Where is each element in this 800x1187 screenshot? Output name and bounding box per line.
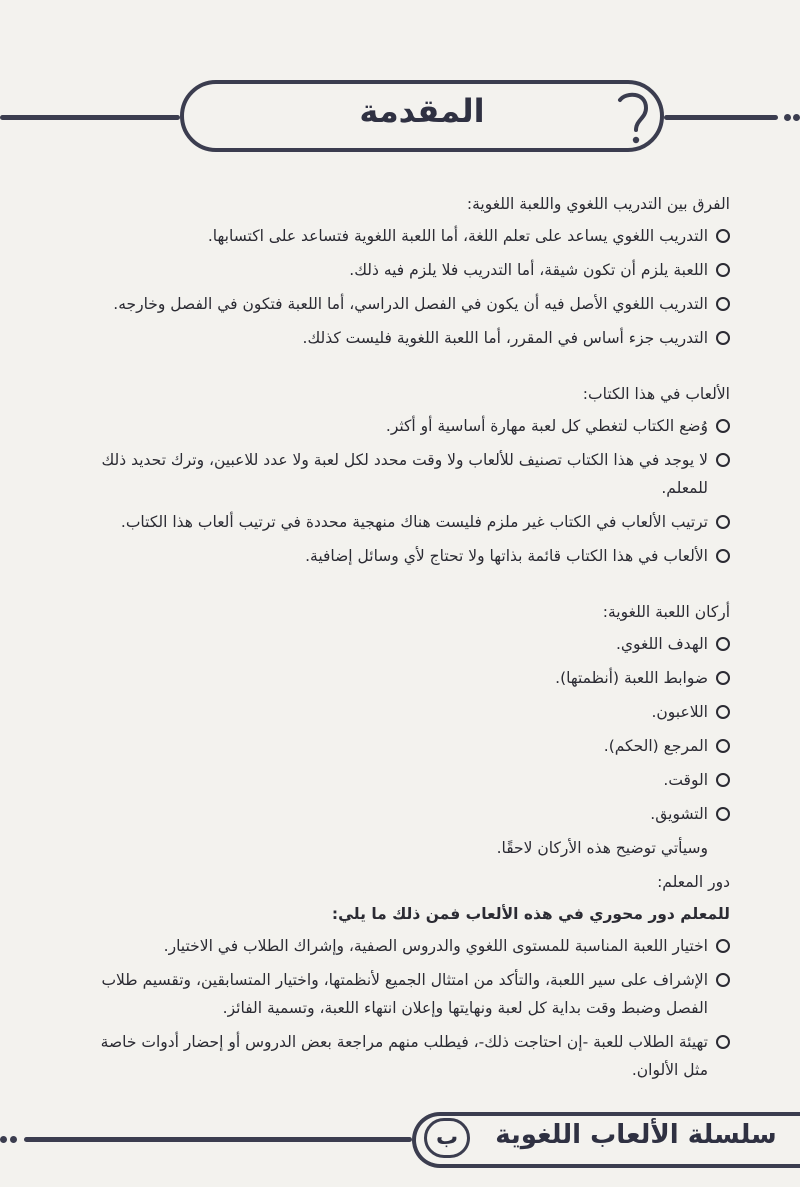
page-content: [96, 190, 730, 1090]
header-rule-left: [0, 115, 180, 120]
circle-bullet-icon: [716, 297, 730, 311]
section-games-in-book: [96, 380, 730, 570]
circle-bullet-icon: [716, 263, 730, 277]
list-item-text: وُضع الكتاب لتغطي كل لعبة مهارة أساسية أو أكثر.: [385, 417, 708, 435]
circle-bullet-icon: [716, 939, 730, 953]
section-heading: أركان اللعبة اللغوية:: [602, 603, 730, 621]
page-title: المقدمة: [359, 92, 485, 130]
header-rule-right: [664, 115, 778, 120]
question-mark-icon: [616, 90, 650, 146]
circle-bullet-icon: [716, 419, 730, 433]
footer-dot: [10, 1136, 17, 1143]
list-item-text: التشويق.: [650, 805, 708, 823]
section-difference: [96, 190, 730, 352]
list-item-text: ضوابط اللعبة (أنظمتها).: [555, 669, 708, 687]
list-item-text: اللعبة يلزم أن تكون شيقة، أما التدريب فلا يلزم فيه ذلك.: [349, 261, 708, 279]
list-item: [96, 290, 730, 318]
section-heading: دور المعلم:: [657, 873, 730, 891]
list-item: [96, 412, 730, 440]
circle-bullet-icon: [716, 773, 730, 787]
list-item-text: اختيار اللعبة المناسبة للمستوى اللغوي والدروس الصفية، وإشراك الطلاب في الاختيار.: [163, 937, 708, 955]
circle-bullet-icon: [716, 549, 730, 563]
header-dot: [784, 114, 791, 121]
footer-rule: [24, 1137, 412, 1142]
list-item-text: الألعاب في هذا الكتاب قائمة بذاتها ولا تحتاج لأي وسائل إضافية.: [305, 547, 708, 565]
list-item-text: التدريب جزء أساس في المقرر، أما اللعبة اللغوية فليست كذلك.: [302, 329, 708, 347]
circle-bullet-icon: [716, 705, 730, 719]
list-item: [96, 1028, 730, 1084]
circle-bullet-icon: [716, 739, 730, 753]
list-item-text: الإشراف على سير اللعبة، والتأكد من امتثال الجميع لأنظمتها، واختيار المتسابقين، وتقسيم طلاب الفصل وضبط وقت بداية كل لعبة ونهايتها وإعلان انتهاء اللعبة، وتسمية الفائز.: [101, 971, 708, 1017]
circle-bullet-icon: [716, 229, 730, 243]
list-item: [96, 664, 730, 692]
list-item: [96, 542, 730, 570]
section-teacher-role: [96, 868, 730, 1084]
list-item: [96, 732, 730, 760]
list-item-text: التدريب اللغوي الأصل فيه أن يكون في الفصل الدراسي، أما اللعبة فتكون في الفصل وخارجه.: [113, 295, 708, 313]
section-game-pillars: [96, 598, 730, 862]
list-item-text: تهيئة الطلاب للعبة -إن احتاجت ذلك-، فيطلب منهم مراجعة بعض الدروس أو إحضار أدوات خاصة مثل الألوان.: [100, 1033, 708, 1079]
header-dot: [793, 114, 800, 121]
section-heading: الألعاب في هذا الكتاب:: [582, 385, 730, 403]
pillars-note: وسيأتي توضيح هذه الأركان لاحقًا.: [496, 839, 708, 857]
circle-bullet-icon: [716, 637, 730, 651]
list-item: [96, 932, 730, 960]
circle-bullet-icon: [716, 671, 730, 685]
list-item: [96, 324, 730, 352]
list-item-text: المرجع (الحكم).: [603, 737, 708, 755]
circle-bullet-icon: [716, 807, 730, 821]
list-item: [96, 222, 730, 250]
section-heading: الفرق بين التدريب اللغوي واللعبة اللغوية:: [466, 195, 730, 213]
circle-bullet-icon: [716, 515, 730, 529]
list-item: [96, 698, 730, 726]
footer-dot: [0, 1136, 7, 1143]
bullet-list: [96, 932, 730, 1084]
list-item: [96, 256, 730, 284]
list-item-text: الوقت.: [663, 771, 708, 789]
list-item-text: اللاعبون.: [651, 703, 708, 721]
list-item-text: التدريب اللغوي يساعد على تعلم اللغة، أما اللعبة اللغوية فتساعد على اكتسابها.: [207, 227, 708, 245]
section-subheading: للمعلم دور محوري في هذه الألعاب فمن ذلك ما يلي:: [331, 905, 730, 923]
list-item: [96, 508, 730, 536]
series-title: سلسلة الألعاب اللغوية: [495, 1120, 777, 1150]
circle-bullet-icon: [716, 1035, 730, 1049]
bullet-list: [96, 630, 730, 828]
list-item-text: لا يوجد في هذا الكتاب تصنيف للألعاب ولا وقت محدد لكل لعبة ولا عدد للاعبين، وترك تحديد ذلك للمعلم.: [101, 451, 708, 497]
bullet-list: [96, 412, 730, 570]
bullet-list: [96, 222, 730, 352]
list-item: [96, 446, 730, 502]
circle-bullet-icon: [716, 453, 730, 467]
list-item: [96, 800, 730, 828]
list-item: [96, 966, 730, 1022]
page-number-badge: ب: [424, 1118, 470, 1158]
list-item: [96, 766, 730, 794]
list-item: [96, 630, 730, 658]
circle-bullet-icon: [716, 331, 730, 345]
title-frame: [180, 80, 664, 152]
list-item-text: ترتيب الألعاب في الكتاب غير ملزم فليست هناك منهجية محددة في ترتيب ألعاب هذا الكتاب.: [120, 513, 708, 531]
circle-bullet-icon: [716, 973, 730, 987]
list-item-text: الهدف اللغوي.: [615, 635, 708, 653]
